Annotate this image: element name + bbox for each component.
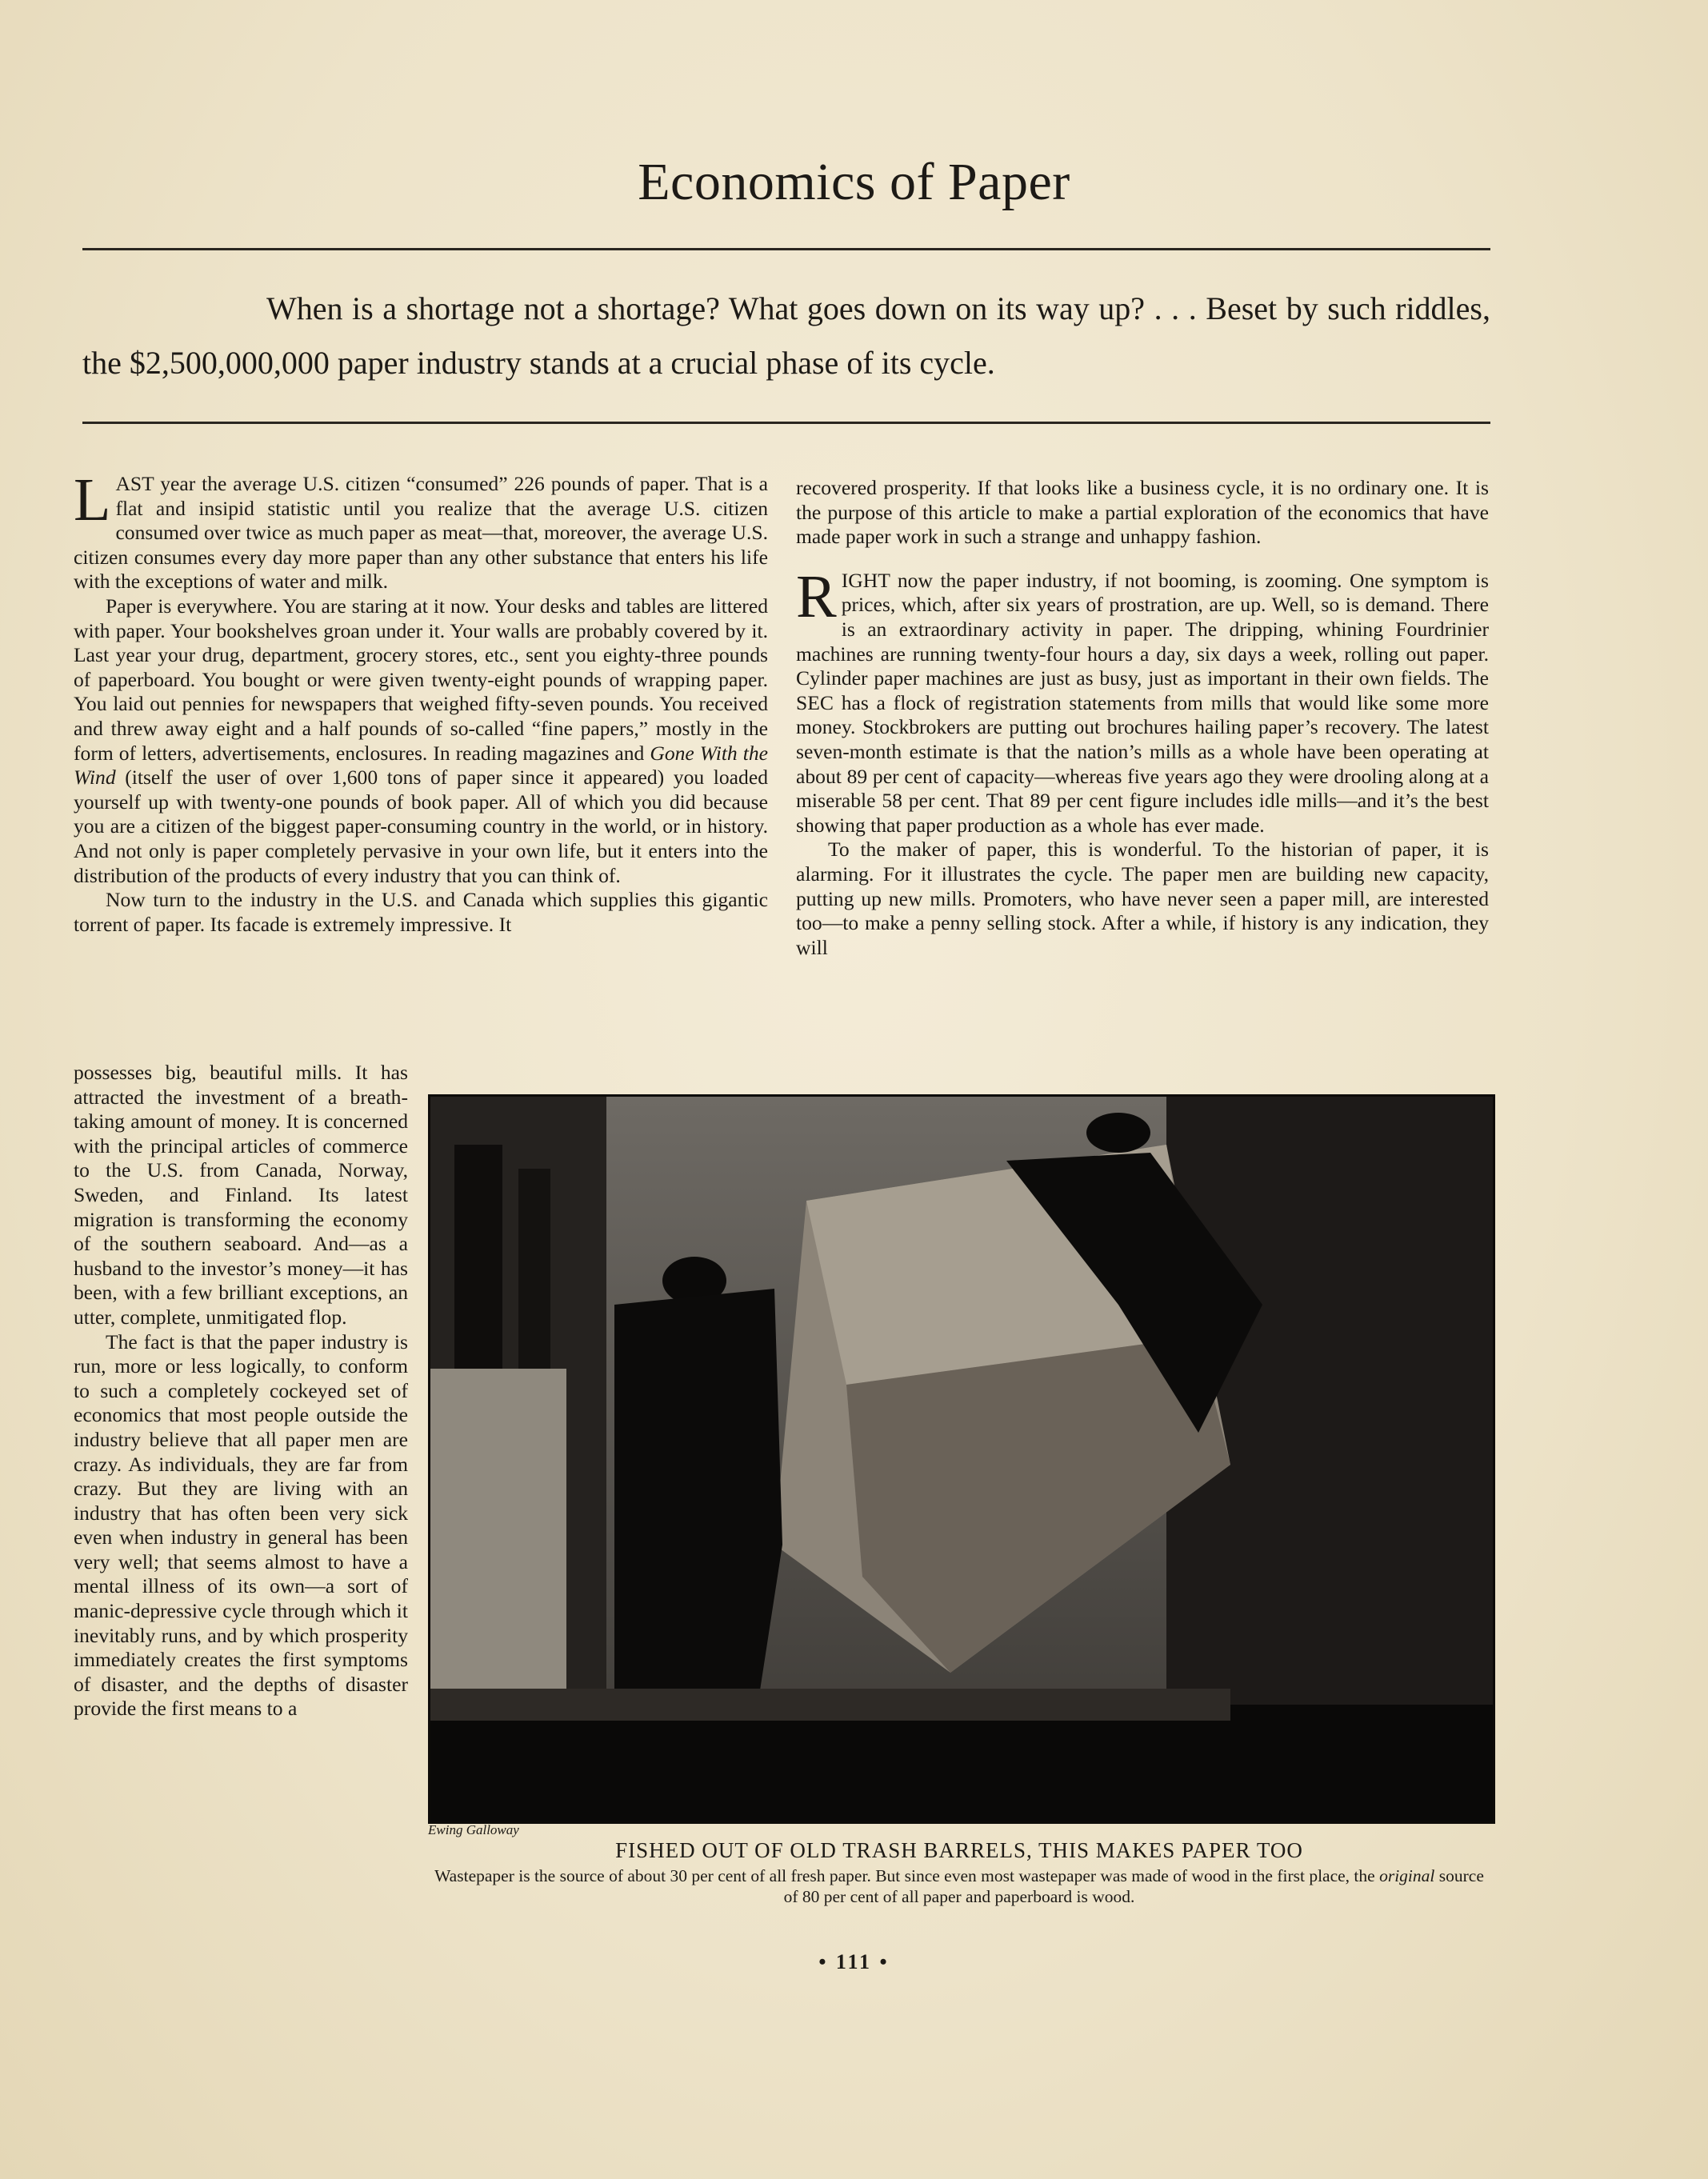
caption-headline: FISHED OUT OF OLD TRASH BARRELS, THIS MAKES PAPER TOO [615, 1838, 1303, 1862]
left-column [74, 466, 768, 937]
paragraph-right-2-text: IGHT now the paper industry, if not booming, is zooming. One symptom is prices, which, after six years of prostration, are up. Well, so is demand. There is an extraordinary activity in paper. The dripping, whining Fourdrinier machines are running twenty-four hours a day, six days a week, rolling out paper. Cylinder paper machines are just as busy, just as important in their own fields. The SEC has a flock of registration statements from mills that would like some more money. Stockbrokers are putting out brochures hailing paper’s recovery. The latest seven-month estimate is that the nation’s mills as a whole have been operating at about 89 per cent of capacity—whereas five years ago they were drooling along at a miserable 58 per cent. That 89 per cent figure includes idle mills—and it’s the best showing that paper production as a whole has ever made. [796, 568, 1489, 837]
paragraph-3-continued: possesses big, beautiful mills. It has attracted the investment of a breath-taking amount of money. It is concerned with the principal articles of commerce to the U.S. from Canada, Norway, Sweden, and Finland. Its latest migration is transforming the economy of the southern seaboard. And—as a husband to the investor’s money—it has been, with a few brilliant exceptions, an utter, complete, unmitigated flop. [74, 1061, 408, 1329]
paragraph-1-text: AST year the average U.S. citizen “consumed” 226 pounds of paper. That is a flat and insipid statistic until you realize that the average U.S. citizen consumed over twice as much paper as meat—that, moreover, the average U.S. citizen consumes every day more paper than any other substance that enters his life with the exceptions of water and milk. [74, 472, 768, 594]
paragraph-1 [74, 466, 768, 594]
paragraph-right-2 [796, 562, 1489, 838]
drop-cap-r: R [796, 562, 837, 630]
caption-text-b: source of 80 per cent of all paper and paperboard is wood. [783, 1866, 1484, 1906]
article-title: Economics of Paper [638, 153, 1070, 211]
photo-illustration [430, 1097, 1493, 1821]
dek-rule [82, 422, 1490, 424]
top-rule [82, 248, 1490, 250]
caption-text [428, 1865, 1490, 1907]
paragraph-3-start: Now turn to the industry in the U.S. and Canada which supplies this gigantic torrent of paper. Its facade is extremely impressive. It [74, 888, 768, 936]
paragraph-2-text-b: (itself the user of over 1,600 tons of paper since it appeared) you loaded yourself up with twenty-one pounds of book paper. All of which you did because you are a citizen of the biggest paper-consuming country in the world, or in history. And not only is paper completely pervasive in your own life, but it enters into the distribution of the products of every industry that you can think of. [74, 766, 768, 887]
drop-cap-l: L [74, 466, 111, 534]
left-narrow-column [74, 1061, 408, 1721]
book-title-italic: Gone With the Wind [74, 741, 768, 790]
paragraph-2-text-a: Paper is everywhere. You are staring at it now. Your desks and tables are littered with paper. Your bookshelves groan under it. Your walls are probably covered by it. Last year your drug, department, grocery stores, etc., sent you eighty-three pounds of paperboard. You bought or were given twenty-eight pounds of wrapping paper. You laid out pennies for newspapers that weighed fifty-seven pounds. You received and threw away eight and a half pounds of so-called “fine papers,” mostly in the form of letters, advertisements, enclosures. In reading magazines and [74, 594, 768, 765]
paragraph-right-3: To the maker of paper, this is wonderful. To the historian of paper, it is alarming. For it illustrates the cycle. The paper men are building new capacity, putting up new mills. Promoters, who have never seen a paper mill, are interested too—to make a penny selling stock. After a while, if history is any indication, they will [796, 838, 1489, 959]
paragraph-right-1: recovered prosperity. If that looks like a business cycle, it is no ordinary one. It is the purpose of this article to make a partial exploration of the economics that have made paper work in such a strange and unhappy fashion. [796, 476, 1489, 549]
photograph-wastepaper-bale [428, 1094, 1495, 1824]
paragraph-4: The fact is that the paper industry is run, more or less logically, to conform to such a completely cockeyed set of economics that most people outside the industry believe that all paper men are crazy. As individuals, they are far from crazy. But they are living with an industry that has often been very sick even when industry in general has been very well; that seems almost to have a mental illness of its own—a sort of manic-depressive cycle through which it inevitably runs, and by which prosperity immediately creates the first symptoms of disaster, and the depths of disaster provide the first means to a [74, 1329, 408, 1721]
caption-text-a: Wastepaper is the source of about 30 per cent of all fresh paper. But since even most wastepaper was made of wood in the first place, the [434, 1866, 1380, 1885]
article-dek: When is a shortage not a shortage? What goes down on its way up? . . . Beset by such riddles, the $2,500,000,000 paper industry stands at a crucial phase of its cycle. [82, 290, 1490, 381]
page-number: • 111 • [818, 1950, 890, 1973]
caption-italic: original [1379, 1866, 1435, 1885]
photo-credit: Ewing Galloway [428, 1822, 519, 1837]
right-column [796, 476, 1489, 960]
paragraph-2 [74, 594, 768, 888]
